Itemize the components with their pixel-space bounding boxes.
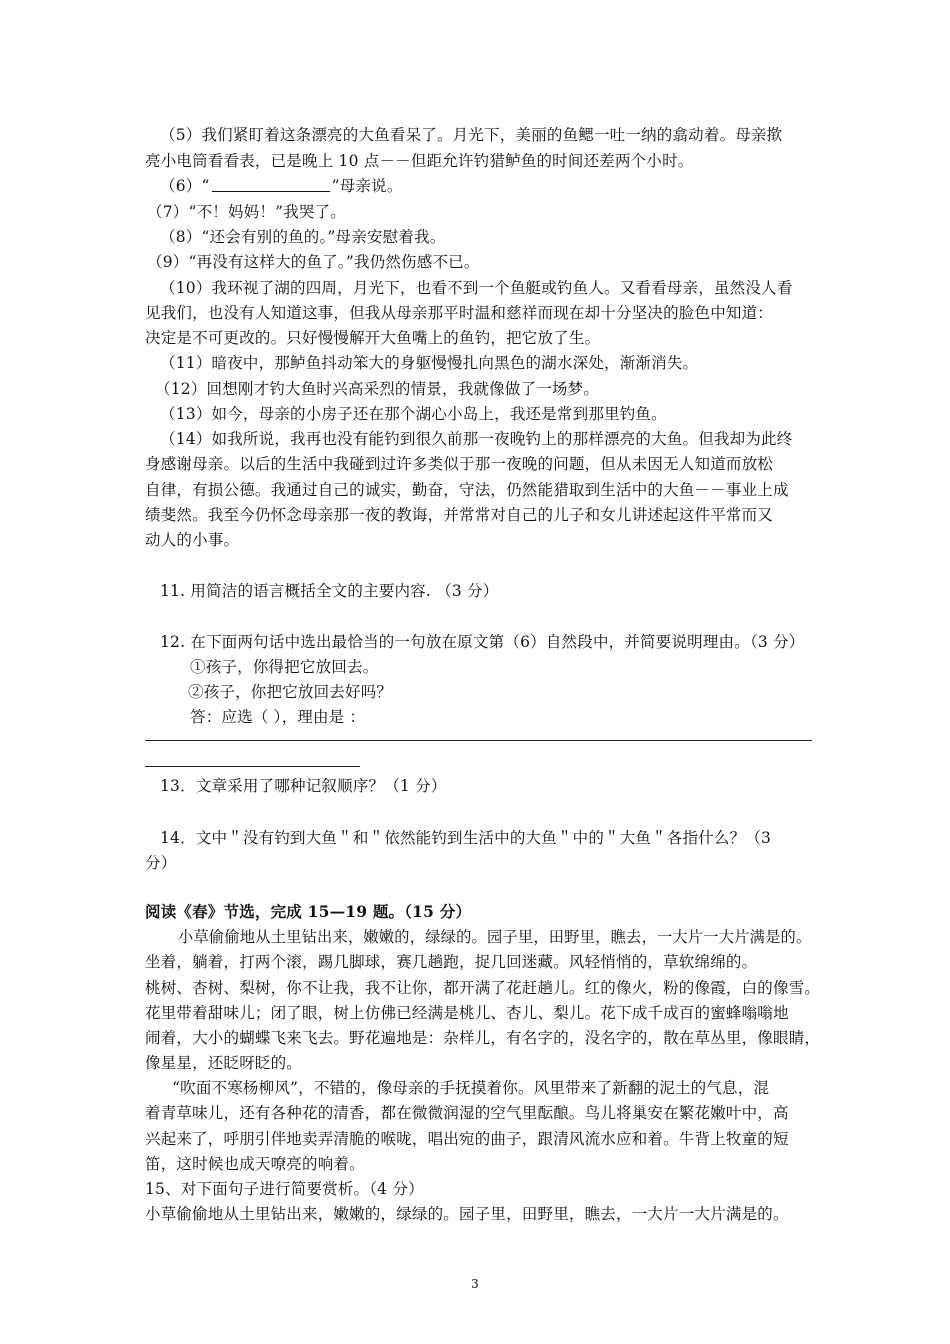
section-heading: 阅读《春》节选，完成 15—19 题。（15 分） (145, 902, 472, 921)
spring-paragraph-3-line-1: “吹面不寒杨柳风”，不错的，像母亲的手抚摸着你。风里带来了新翻的泥土的气息，混 (172, 1079, 770, 1097)
paragraph-11: （11）暗夜中，那鲈鱼抖动笨大的身躯慢慢扎向黑色的湖水深处，渐渐消失。 (160, 354, 699, 372)
paragraph-6-prefix: （6）“ (160, 177, 210, 195)
question-12: 12. 在下面两句话中选出最恰当的一句放在原文第（6）自然段中，并简要说明理由。（3 分） (160, 633, 805, 651)
question-13: 13．文章采用了哪种记叙顺序？（1 分） (160, 777, 447, 795)
paragraph-7: （7）“不！妈妈！”我哭了。 (147, 203, 347, 221)
paragraph-6-suffix: ”母亲说。 (331, 177, 403, 195)
question-14-line-2: 分） (145, 854, 177, 872)
spring-paragraph-2-line-3: 闹着，大小的蝴蝶飞来飞去。野花遍地是：杂样儿，有名字的，没名字的，散在草丛里，像眼睛， (145, 1029, 821, 1047)
paragraph-10-line-2: 见我们，也没有人知道这事，但我从母亲那平时温和慈祥而现在却十分坚决的脸色中知道： (145, 304, 774, 322)
question-15: 15、对下面句子进行简要赏析。（4 分） (145, 1180, 424, 1198)
spring-paragraph-1-line-2: 坐着，躺着，打两个滚，踢几脚球，赛几趟跑，捉几回迷藏。风轻悄悄的，草软绵绵的。 (145, 953, 758, 971)
question-15-quote: 小草偷偷地从土里钻出来，嫩嫩的，绿绿的。园子里，田野里，瞧去，一大片一大片满是的。 (145, 1205, 789, 1223)
paragraph-14-line-4: 绩斐然。我至今仍怀念母亲那一夜的教诲，并常常对自己的儿子和女儿讲述起这件平常而又 (145, 506, 774, 524)
spring-paragraph-3-line-4: 笛，这时候也成天嘹亮的响着。 (145, 1155, 365, 1173)
paragraph-5-line-1: （5）我们紧盯着这条漂亮的大鱼看呆了。月光下，美丽的鱼鳃一吐一纳的翕动着。母亲揿 (160, 126, 783, 144)
answer-line (145, 740, 812, 741)
question-12-answer: 答：应选（ ），理由是 ： (190, 708, 366, 726)
question-11: 11. 用简洁的语言概括全文的主要内容. （3 分） (160, 582, 499, 600)
paragraph-9: （9）“再没有这样大的鱼了。”我仍然伤感不已。 (147, 253, 480, 271)
paragraph-12: （12）回想刚才钓大鱼时兴高采烈的情景，我就像做了一场梦。 (155, 380, 600, 398)
spring-paragraph-2-line-2: 花里带着甜味儿；闭了眼，树上仿佛已经满是桃儿、杏儿、梨儿。花下成千成百的蜜蜂嗡嗡地 (145, 1004, 789, 1022)
paragraph-10-line-1: （10）我环视了湖的四周，月光下，也看不到一个鱼艇或钓鱼人。又看看母亲，虽然没人看 (160, 279, 793, 297)
paragraph-14-line-5: 动人的小事。 (145, 531, 240, 549)
spring-paragraph-3-line-3: 兴起来了，呼朋引伴地卖弄清脆的喉咙，唱出宛的曲子，跟清风流水应和着。牛背上牧童的短 (145, 1130, 789, 1148)
answer-line-short (145, 766, 360, 767)
paragraph-14-line-3: 自律，有损公德。我通过自己的诚实，勤奋，守法，仍然能猎取到生活中的大鱼－－事业上成 (145, 481, 789, 499)
paragraph-8: （8）“还会有别的鱼的。”母亲安慰着我。 (160, 228, 446, 246)
spring-paragraph-1-line-1: 小草偷偷地从土里钻出来，嫩嫩的，绿绿的。园子里，田野里，瞧去，一大片一大片满是的。 (178, 928, 812, 946)
spring-paragraph-2-line-4: 像星星，还眨呀眨的。 (145, 1054, 303, 1072)
spring-paragraph-2-line-1: 桃树、杏树、梨树，你不让我，我不让你，都开满了花赶趟儿。红的像火，粉的像霞，白的像雪。 (145, 979, 821, 997)
paragraph-14-line-2: 身感谢母亲。以后的生活中我碰到过许多类似于那一夜晚的问题，但从未因无人知道而放松 (145, 455, 774, 473)
paragraph-10-line-3: 决定是不可更改的。只好慢慢解开大鱼嘴上的鱼钓，把它放了生。 (145, 329, 601, 347)
paragraph-5-line-2: 亮小电筒看看表，已是晚上 10 点－－但距允许钓猎鲈鱼的时间还差两个小时。 (145, 152, 694, 170)
paragraph-13: （13）如今，母亲的小房子还在那个湖心小岛上，我还是常到那里钓鱼。 (160, 405, 667, 423)
question-12-option-1: ①孩子，你得把它放回去。 (190, 658, 379, 676)
page-number: 3 (471, 1277, 479, 1291)
question-12-option-2: ②孩子，你把它放回去好吗？ (188, 683, 393, 701)
answer-blank (212, 177, 330, 192)
paragraph-14-line-1: （14）如我所说，我再也没有能钓到很久前那一夜晚钓上的那样漂亮的大鱼。但我却为此终 (160, 430, 793, 448)
paragraph-6 (160, 175, 403, 197)
question-14-line-1: 14．文中＂没有钓到大鱼＂和＂依然能钓到生活中的大鱼＂中的＂大鱼＂各指什么？（3 (160, 829, 772, 847)
spring-paragraph-3-line-2: 着青草味儿，还有各种花的清香，都在微微润湿的空气里酝酿。鸟儿将巢安在繁花嫩叶中，高 (145, 1104, 789, 1122)
